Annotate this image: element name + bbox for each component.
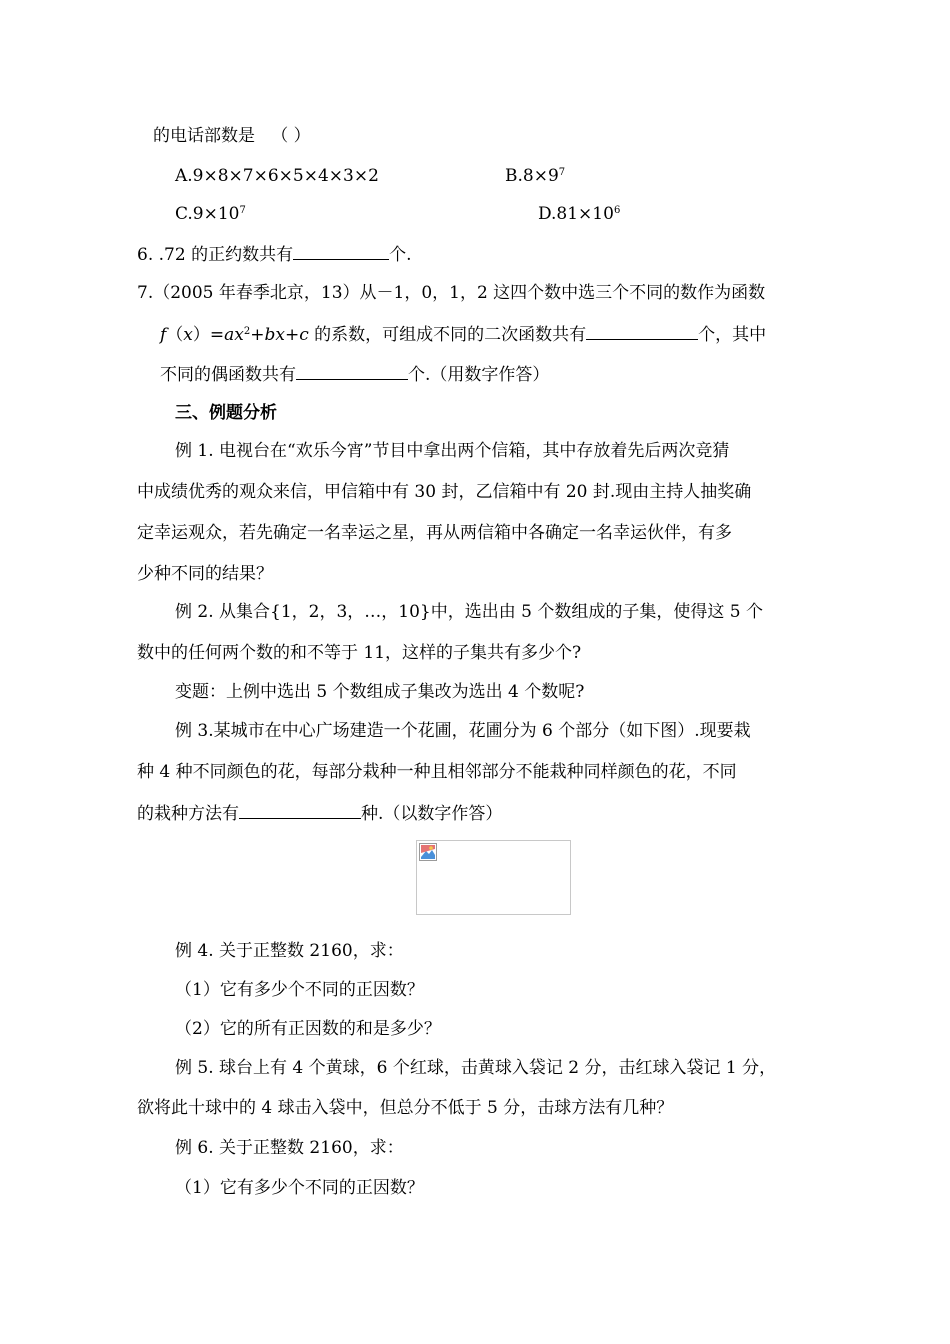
ex1-line: 例 1. 电视台在“欢乐今宵”节目中拿出两个信箱，其中存放着先后两次竞猜	[175, 441, 730, 461]
ex1-line: 中成绩优秀的观众来信，甲信箱中有 30 封，乙信箱中有 20 封.现由主持人抽奖确	[137, 482, 752, 502]
ex4-q1: （1）它有多少个不同的正因数？	[175, 980, 424, 1000]
broken-image-icon	[419, 843, 437, 861]
q5-option-b: $B.8\times 9^7$	[505, 166, 566, 186]
q7-answer-blank-1	[586, 323, 698, 340]
ex4-title: 例 4. 关于正整数 2160，求：	[175, 941, 404, 961]
garden-figure-placeholder	[416, 840, 571, 915]
ex2-line: 数中的任何两个数的和不等于 11，这样的子集共有多少个?	[137, 643, 582, 663]
q5-option-c: $C.9\times 10^7$	[175, 204, 246, 224]
ex3-line2: 种 4 种不同颜色的花，每部分栽种一种且相邻部分不能栽种同样颜色的花，不同	[137, 762, 737, 782]
q6-answer-blank	[293, 243, 389, 260]
variant-question: 变题：上例中选出 5 个数组成子集改为选出 4 个数呢?	[175, 682, 585, 702]
q5-option-d: $D.81\times 10^6$	[538, 204, 621, 224]
ex3-line3: 的栽种方法有 种.（以数字作答）	[137, 804, 503, 824]
ex6-title: 例 6. 关于正整数 2160，求：	[175, 1138, 404, 1158]
ex5-line: 例 5. 球台上有 4 个黄球，6 个红球，击黄球入袋记 2 分，击红球入袋记 1 分，	[175, 1058, 777, 1078]
ex1-line: 定幸运观众，若先确定一名幸运之星，再从两信箱中各确定一名幸运伙伴，有多	[137, 523, 732, 543]
q7-line1: 7.（2005 年春季北京，13）从－1，0，1，2 这四个数中选三个不同的数作为函数	[137, 283, 766, 303]
q5-stem: 的电话部数是 （ ）	[153, 126, 311, 146]
q6: 6. .72 的正约数共有 个.	[137, 245, 412, 265]
ex4-q2: （2）它的所有正因数的和是多少？	[175, 1019, 441, 1039]
q7-line2: $f(x)=ax^2+bx+c$ 的系数，可组成不同的二次函数共有 个，其中	[160, 325, 767, 345]
ex2-line: 例 2. 从集合{1，2，3，…，10}中，选出由 5 个数组成的子集，使得这 5 个	[175, 602, 763, 622]
q7-line3: 不同的偶函数共有 个.（用数字作答）	[160, 365, 550, 385]
ex6-q1: （1）它有多少个不同的正因数？	[175, 1178, 424, 1198]
ex3-line1: 例 3.某城市在中心广场建造一个花圃，花圃分为 6 个部分（如下图）.现要栽	[175, 721, 751, 741]
q5-option-a: A.9×8×7×6×5×4×3×2	[175, 166, 379, 186]
ex5-line: 欲将此十球中的 4 球击入袋中，但总分不低于 5 分，击球方法有几种？	[137, 1098, 674, 1118]
ex3-answer-blank	[239, 802, 361, 819]
ex1-line: 少种不同的结果？	[137, 564, 273, 584]
q7-answer-blank-2	[296, 363, 408, 380]
section-heading: 三、例题分析	[175, 403, 277, 423]
